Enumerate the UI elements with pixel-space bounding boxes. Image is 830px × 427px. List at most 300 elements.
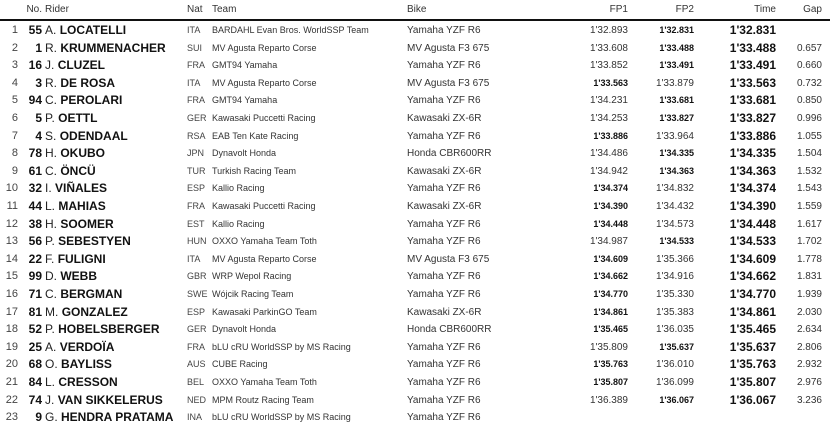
bike-name: Kawasaki ZX-6R — [407, 306, 482, 318]
header-fp1: FP1 — [609, 4, 628, 15]
team-name: bLU cRU WorldSSP by MS Racing — [212, 341, 351, 352]
team-name: MV Agusta Reparto Corse — [212, 42, 317, 53]
table-row — [0, 268, 830, 286]
nationality: ITA — [187, 77, 201, 88]
position: 9 — [11, 164, 18, 177]
gap-value: 2.806 — [796, 341, 822, 353]
fp2-time: 1'34.432 — [655, 201, 694, 212]
rider-surname: BAYLISS — [61, 357, 112, 372]
rider-surname: CRESSON — [58, 375, 118, 389]
gap-value: 1.504 — [796, 148, 822, 160]
rider-surname: HENDRA PRATAMA — [61, 410, 174, 425]
bike-name: Kawasaki ZX-6R — [407, 201, 482, 212]
position: 12 — [5, 217, 18, 230]
team-name: bLU cRU WorldSSP by MS Racing — [212, 412, 351, 423]
table-row — [0, 75, 830, 93]
fp1-time: 1'35.763 — [593, 359, 628, 370]
table-row — [0, 339, 830, 357]
fp1-time: 1'33.608 — [589, 42, 628, 54]
table-row — [0, 40, 830, 58]
header-divider — [0, 19, 830, 21]
position: 11 — [6, 200, 18, 212]
rider-number: 4 — [35, 128, 42, 143]
table-row — [0, 251, 830, 269]
rider-number: 78 — [28, 146, 42, 161]
nationality: GBR — [187, 271, 207, 282]
rider-surname: PEROLARI — [60, 93, 123, 108]
position: 6 — [11, 112, 18, 124]
table-row — [0, 216, 830, 234]
rider-initial: F. — [45, 251, 55, 266]
bike-name: Kawasaki ZX-6R — [407, 165, 482, 177]
table-row — [0, 22, 830, 40]
rider-initial: S. — [45, 128, 57, 143]
team-name: Kallio Racing — [212, 183, 265, 194]
bike-name: Honda CBR600RR — [407, 148, 492, 160]
fp1-time: 1'35.807 — [593, 377, 628, 387]
fp1-time: 1'34.486 — [589, 148, 628, 160]
gap-value: 1.778 — [796, 253, 822, 265]
rider-surname: OKUBO — [60, 146, 106, 161]
rider-surname: LOCATELLI — [59, 23, 127, 37]
rider-surname: DE ROSA — [60, 75, 116, 90]
rider-name — [45, 180, 107, 198]
best-time: 1'34.363 — [729, 163, 776, 178]
bike-name: Yamaha YZF R6 — [407, 377, 481, 388]
fp1-time: 1'32.893 — [589, 25, 628, 36]
rider-surname: CLUZEL — [57, 58, 106, 73]
rider-initial: O. — [45, 357, 58, 372]
rider-initial: J. — [45, 392, 55, 407]
nationality: NED — [187, 394, 207, 405]
rider-surname: ÖNCÜ — [60, 163, 96, 178]
rider-name — [45, 110, 97, 128]
nationality: FRA — [187, 201, 205, 211]
bike-name: Yamaha YZF R6 — [407, 341, 481, 353]
rider-initial: R. — [45, 75, 57, 90]
bike-name: Honda CBR600RR — [407, 324, 492, 336]
fp2-time: 1'33.681 — [659, 95, 694, 106]
nationality: AUS — [187, 359, 206, 370]
fp1-time: 1'34.662 — [593, 271, 628, 282]
position: 4 — [11, 76, 18, 89]
table-row — [0, 180, 830, 198]
bike-name: Yamaha YZF R6 — [407, 95, 481, 107]
rider-initial: P. — [45, 322, 55, 337]
rider-name — [45, 92, 122, 110]
best-time: 1'36.067 — [729, 392, 776, 407]
fp2-time: 1'33.879 — [655, 77, 694, 89]
team-name: Turkish Racing Team — [212, 165, 297, 176]
bike-name: MV Agusta F3 675 — [407, 77, 490, 89]
team-name: GMT94 Yamaha — [212, 60, 278, 71]
nationality: ESP — [187, 183, 206, 194]
bike-name: Yamaha YZF R6 — [407, 60, 481, 72]
nationality: INA — [187, 412, 203, 423]
rider-name — [45, 198, 106, 216]
gap-value: 0.732 — [796, 77, 822, 89]
gap-value: 0.996 — [796, 113, 822, 124]
best-time: 1'33.488 — [729, 40, 776, 55]
best-time: 1'34.448 — [729, 216, 776, 231]
rider-surname: ODENDAAL — [59, 128, 128, 143]
fp2-time: 1'34.533 — [659, 236, 694, 247]
header-time: Time — [754, 4, 776, 15]
fp1-time: 1'34.942 — [589, 165, 628, 177]
rider-name — [45, 268, 97, 286]
rider-initial: I. — [45, 181, 52, 196]
rider-number: 44 — [28, 199, 42, 213]
team-name: WRP Wepol Racing — [212, 271, 292, 282]
position: 15 — [5, 270, 18, 283]
position: 7 — [11, 129, 18, 142]
rider-initial: L. — [45, 199, 56, 213]
header-bike: Bike — [407, 4, 427, 15]
gap-value: 1.617 — [796, 218, 822, 230]
fp2-time: 1'35.330 — [655, 289, 694, 300]
rider-surname: MAHIAS — [58, 199, 106, 213]
bike-name: MV Agusta F3 675 — [407, 253, 490, 265]
rider-name — [45, 145, 105, 163]
fp1-time: 1'33.886 — [593, 130, 628, 141]
fp2-time: 1'34.832 — [655, 183, 694, 195]
rider-name — [45, 216, 114, 234]
team-name: Kallio Racing — [212, 218, 265, 229]
team-name: OXXO Yamaha Team Toth — [212, 236, 317, 247]
best-time: 1'34.609 — [729, 251, 776, 266]
rider-name — [45, 286, 122, 304]
best-time: 1'34.335 — [729, 146, 776, 161]
team-name: Kawasaki Puccetti Racing — [212, 113, 316, 123]
rider-number: 9 — [35, 410, 42, 425]
gap-value: 0.660 — [796, 60, 822, 72]
rider-name — [45, 304, 128, 322]
bike-name: Yamaha YZF R6 — [407, 359, 481, 371]
fp1-time: 1'34.861 — [593, 306, 628, 317]
position: 2 — [11, 41, 18, 54]
fp2-time: 1'36.010 — [655, 359, 694, 371]
rider-number: 71 — [28, 287, 42, 301]
rider-initial: P. — [45, 111, 55, 125]
rider-number: 25 — [28, 339, 42, 354]
gap-value: 1.831 — [796, 271, 822, 283]
rider-number: 56 — [28, 234, 42, 249]
nationality: GER — [187, 324, 207, 335]
fp1-time: 1'34.770 — [593, 289, 628, 299]
gap-value: 2.976 — [796, 377, 822, 388]
rider-number: 52 — [28, 322, 42, 337]
best-time: 1'32.831 — [729, 23, 776, 37]
fp2-time: 1'33.491 — [659, 60, 694, 71]
fp2-time: 1'36.099 — [655, 377, 694, 388]
table-row — [0, 198, 830, 216]
fp1-time: 1'35.465 — [593, 324, 628, 335]
rider-name — [45, 233, 131, 251]
best-time: 1'34.770 — [729, 287, 776, 301]
gap-value: 0.850 — [796, 95, 822, 107]
fp2-time: 1'33.488 — [659, 42, 694, 53]
position: 14 — [5, 252, 18, 265]
nationality: HUN — [187, 236, 207, 247]
header-nat: Nat — [187, 4, 203, 15]
team-name: MV Agusta Reparto Corse — [212, 77, 317, 88]
rider-surname: VERDOÏA — [59, 339, 115, 354]
best-time: 1'33.563 — [729, 75, 776, 90]
table-row — [0, 409, 830, 427]
fp2-time: 1'33.827 — [659, 113, 694, 123]
fp1-time: 1'36.389 — [589, 394, 628, 406]
position: 22 — [5, 393, 18, 406]
rider-name — [45, 22, 126, 40]
table-row — [0, 233, 830, 251]
team-name: Kawasaki ParkinGO Team — [212, 306, 317, 317]
rider-name — [45, 75, 115, 93]
rider-initial: J. — [45, 58, 55, 73]
rider-name — [45, 339, 114, 357]
team-name: Wójcik Racing Team — [212, 289, 294, 299]
header-gap: Gap — [803, 4, 822, 15]
rider-surname: SEBESTYEN — [58, 234, 131, 249]
position: 23 — [5, 411, 18, 424]
bike-name: Yamaha YZF R6 — [407, 218, 481, 230]
rider-number: 81 — [28, 304, 42, 319]
fp1-time: 1'34.231 — [589, 95, 628, 107]
rider-number: 84 — [28, 375, 42, 389]
bike-name: Kawasaki ZX-6R — [407, 113, 482, 124]
nationality: FRA — [187, 95, 205, 106]
bike-name: Yamaha YZF R6 — [407, 394, 481, 406]
gap-value: 1.543 — [796, 183, 822, 195]
bike-name: Yamaha YZF R6 — [407, 25, 481, 36]
best-time: 1'34.374 — [729, 181, 776, 196]
table-row — [0, 304, 830, 322]
nationality: EST — [187, 218, 205, 229]
header-rider: Rider — [45, 4, 69, 15]
team-name: MV Agusta Reparto Corse — [212, 253, 317, 264]
gap-value: 2.030 — [796, 306, 822, 318]
bike-name: MV Agusta F3 675 — [407, 42, 490, 54]
header-no: No. — [26, 4, 42, 15]
bike-name: Yamaha YZF R6 — [407, 271, 481, 283]
gap-value: 1.055 — [796, 130, 822, 142]
best-time: 1'33.886 — [729, 128, 776, 143]
rider-initial: G. — [45, 410, 58, 425]
bike-name: Yamaha YZF R6 — [407, 236, 481, 248]
position: 18 — [5, 323, 18, 336]
rider-surname: BERGMAN — [60, 287, 123, 301]
best-time: 1'34.861 — [729, 304, 776, 319]
fp2-time: 1'35.366 — [655, 253, 694, 265]
table-row — [0, 321, 830, 339]
fp1-time: 1'34.374 — [593, 183, 628, 194]
rider-number: 3 — [35, 75, 42, 90]
position: 19 — [5, 340, 18, 353]
team-name: OXXO Yamaha Team Toth — [212, 377, 317, 387]
nationality: SWE — [187, 289, 208, 299]
rider-name — [45, 356, 112, 374]
team-name: Dynavolt Honda — [212, 324, 277, 335]
rider-surname: KRUMMENACHER — [60, 40, 166, 55]
rider-initial: R. — [45, 40, 57, 55]
position: 21 — [5, 376, 18, 388]
team-name: Kawasaki Puccetti Racing — [212, 201, 316, 211]
rider-number: 16 — [28, 58, 42, 73]
rider-name — [45, 128, 128, 146]
nationality: FRA — [187, 60, 205, 71]
best-time: 1'35.807 — [729, 375, 776, 389]
position: 10 — [5, 182, 18, 195]
position: 16 — [5, 288, 18, 300]
fp2-time: 1'35.637 — [659, 341, 694, 352]
gap-value: 2.634 — [796, 324, 822, 336]
rider-number: 22 — [28, 251, 42, 266]
table-row — [0, 356, 830, 374]
rider-surname: OETTL — [58, 111, 98, 125]
rider-name — [45, 251, 106, 269]
bike-name: Yamaha YZF R6 — [407, 412, 481, 424]
gap-value: 1.559 — [796, 201, 822, 212]
rider-initial: A. — [45, 339, 57, 354]
rider-initial: A. — [45, 23, 57, 37]
rider-initial: C. — [45, 287, 57, 301]
rider-surname: FULIGNI — [57, 251, 106, 266]
rider-initial: P. — [45, 234, 55, 249]
bike-name: Yamaha YZF R6 — [407, 289, 481, 300]
rider-initial: C. — [45, 163, 57, 178]
rider-name — [45, 57, 105, 75]
fp2-time: 1'34.916 — [655, 271, 694, 283]
position: 8 — [11, 147, 18, 160]
fp2-time: 1'35.383 — [655, 306, 694, 318]
rider-number: 5 — [35, 111, 42, 125]
fp1-time: 1'34.609 — [593, 253, 628, 264]
fp2-time: 1'36.067 — [659, 394, 694, 405]
position: 3 — [11, 59, 18, 72]
table-row — [0, 145, 830, 163]
rider-initial: H. — [45, 216, 57, 231]
best-time: 1'35.637 — [729, 339, 776, 354]
team-name: GMT94 Yamaha — [212, 95, 278, 106]
rider-name — [45, 392, 163, 410]
table-row — [0, 163, 830, 181]
rider-number: 1 — [35, 40, 42, 55]
rider-name — [45, 163, 96, 181]
fp2-time: 1'32.831 — [659, 25, 694, 35]
table-header — [0, 4, 830, 19]
rider-surname: WEBB — [60, 269, 98, 284]
nationality: GER — [187, 113, 207, 123]
gap-value: 1.532 — [796, 165, 822, 177]
fp2-time: 1'33.964 — [655, 130, 694, 142]
nationality: ITA — [187, 25, 201, 35]
team-name: MPM Routz Racing Team — [212, 394, 314, 405]
rider-name — [45, 321, 159, 339]
bike-name: Yamaha YZF R6 — [407, 183, 481, 195]
rider-name — [45, 40, 166, 58]
position: 13 — [5, 235, 18, 248]
table-row — [0, 374, 830, 392]
gap-value: 1.939 — [796, 289, 822, 300]
fp1-time: 1'33.852 — [589, 60, 628, 72]
rider-initial: D. — [45, 269, 57, 284]
rider-number: 38 — [28, 216, 42, 231]
fp1-time: 1'35.809 — [589, 341, 628, 353]
rider-name — [45, 409, 173, 427]
gap-value: 0.657 — [796, 42, 822, 54]
best-time: 1'33.827 — [729, 111, 776, 125]
rider-number: 68 — [28, 357, 42, 372]
team-name: Dynavolt Honda — [212, 148, 277, 159]
rider-initial: M. — [45, 304, 59, 319]
rider-surname: VAN SIKKELERUS — [57, 392, 163, 407]
gap-value: 2.932 — [796, 359, 822, 371]
rider-name — [45, 374, 118, 392]
nationality: FRA — [187, 341, 205, 352]
rider-surname: VIÑALES — [55, 181, 108, 196]
rider-surname: HOBELSBERGER — [58, 322, 160, 337]
nationality: JPN — [187, 148, 205, 159]
team-name: CUBE Racing — [212, 359, 268, 370]
rider-number: 55 — [28, 23, 42, 37]
fp1-time: 1'34.253 — [589, 113, 628, 124]
gap-value: 3.236 — [796, 394, 822, 406]
nationality: ITA — [187, 253, 201, 264]
nationality: ESP — [187, 306, 206, 317]
best-time: 1'34.390 — [729, 199, 776, 213]
best-time: 1'33.491 — [729, 58, 776, 73]
team-name: BARDAHL Evan Bros. WorldSSP Team — [212, 25, 369, 35]
header-team: Team — [212, 4, 237, 15]
best-time: 1'33.681 — [729, 93, 776, 108]
position: 17 — [5, 305, 18, 318]
best-time: 1'35.465 — [729, 322, 776, 337]
best-time: 1'34.533 — [729, 234, 776, 249]
rider-initial: L. — [45, 375, 56, 389]
table-row — [0, 57, 830, 75]
position: 20 — [5, 358, 18, 371]
rider-number: 94 — [28, 93, 42, 108]
fp1-time: 1'33.563 — [593, 77, 628, 88]
best-time: 1'35.763 — [729, 357, 776, 372]
position: 5 — [11, 94, 18, 107]
table-row — [0, 92, 830, 110]
table-row — [0, 392, 830, 410]
rider-surname: GONZALEZ — [61, 304, 128, 319]
position: 1 — [11, 24, 18, 36]
fp2-time: 1'36.035 — [655, 324, 694, 336]
fp1-time: 1'34.448 — [593, 218, 628, 229]
team-name: EAB Ten Kate Racing — [212, 130, 299, 141]
table-row — [0, 128, 830, 146]
rider-initial: C. — [45, 93, 57, 108]
nationality: TUR — [187, 165, 206, 176]
rider-number: 32 — [28, 181, 42, 196]
nationality: RSA — [187, 130, 206, 141]
fp1-time: 1'34.987 — [589, 236, 628, 248]
nationality: BEL — [187, 377, 205, 387]
table-row — [0, 110, 830, 128]
rider-number: 61 — [28, 163, 42, 178]
header-fp2: FP2 — [675, 4, 694, 15]
table-row — [0, 286, 830, 304]
nationality: SUI — [187, 42, 203, 53]
gap-value: 1.702 — [796, 236, 822, 248]
rider-number: 99 — [28, 269, 42, 284]
bike-name: Yamaha YZF R6 — [407, 130, 481, 142]
fp2-time: 1'34.335 — [659, 148, 694, 159]
rider-surname: SOOMER — [60, 216, 114, 231]
fp1-time: 1'34.390 — [593, 201, 628, 211]
